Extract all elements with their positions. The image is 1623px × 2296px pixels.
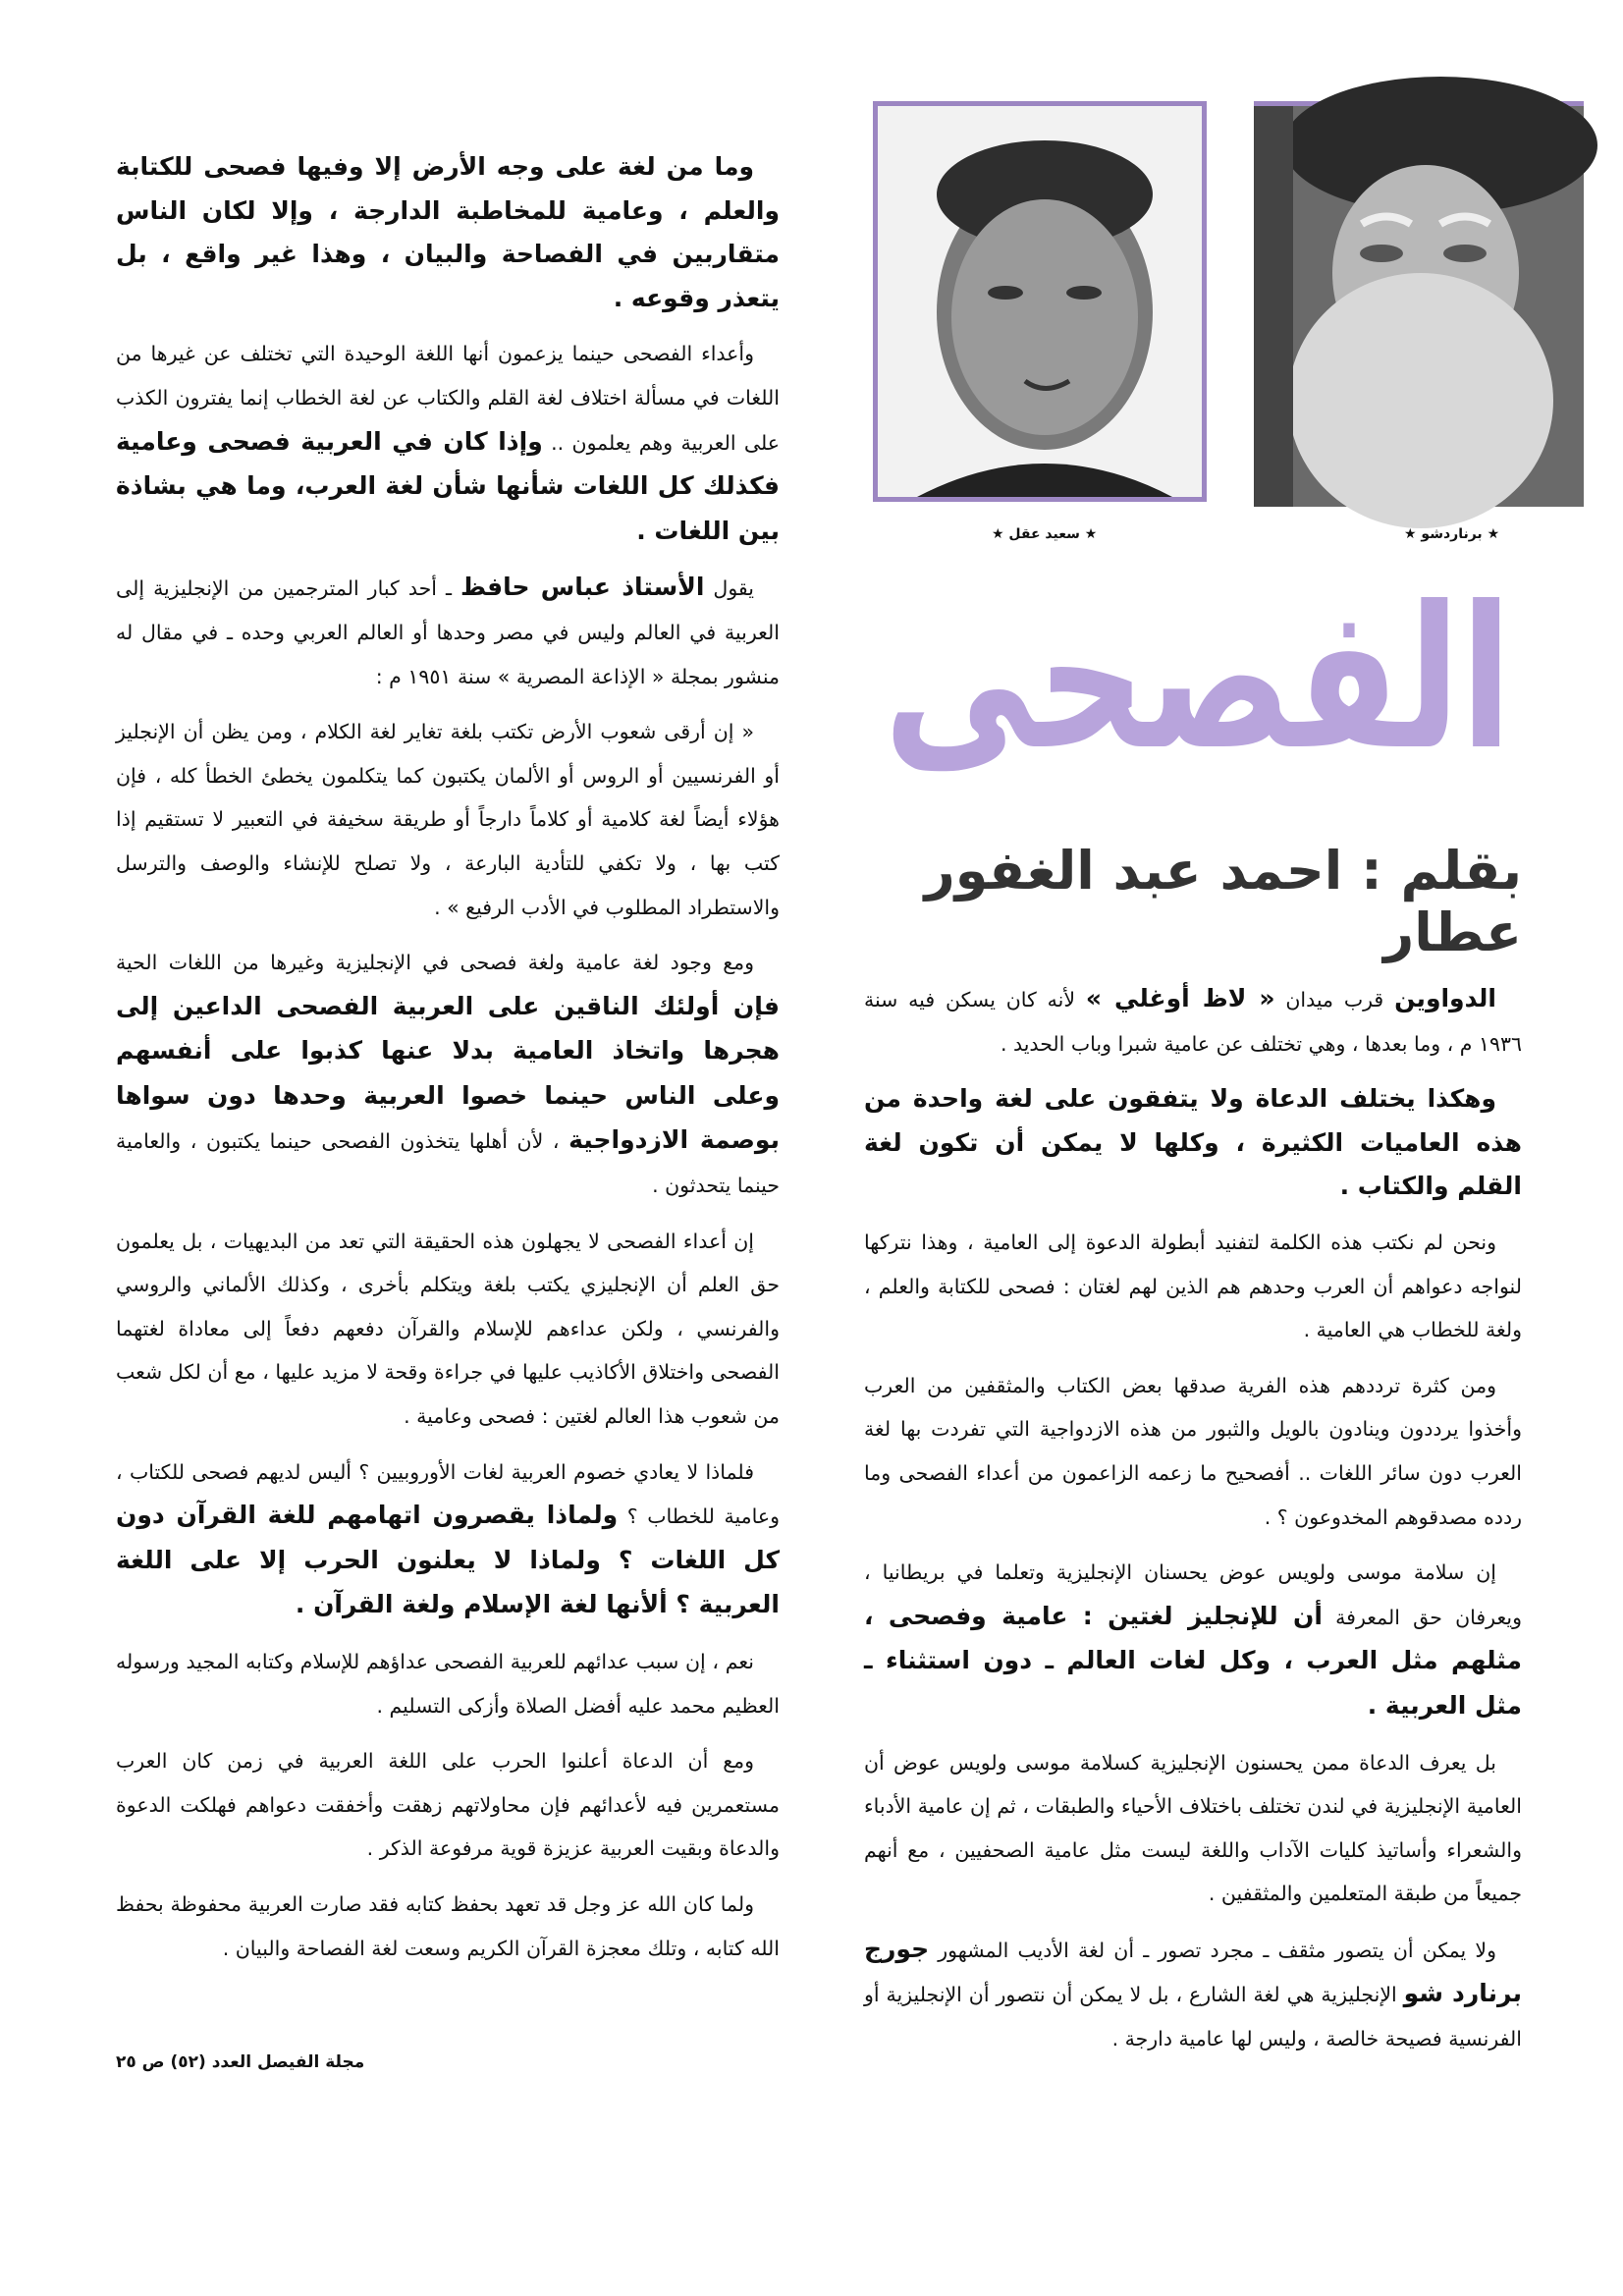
paragraph [864,1551,1522,1728]
paragraph [116,1450,780,1628]
bold-text: الدواوين [1394,984,1496,1012]
text-run: فلماذا لا يعادي خصوم العربية لغات الأوروبيين ؟ أليس لديهم فصحى للكتاب ، وعامية للخطاب ؟ [116,1459,780,1529]
paragraph [116,941,780,1208]
bold-text: ولماذا يقصرون اتهامهم للغة القرآن دون كل اللغات ؟ ولماذا لا يعلنون الحرب إلا على اللغة العربية ؟ ألأنها لغة الإسلام ولغة القرآن . [116,1501,780,1619]
bold-text: فإن أولئك الناقين على العربية الفصحى الداعين إلى هجرها واتخاذ العامية بدلا عنها كذبوا على أنفسهم وعلى الناس حينما خصوا العربية وحدها دون سواها بوصمة الازدواجية [116,991,780,1155]
shaw-caption: ★ برناردشو ★ [1404,526,1500,542]
shaw-portrait-image [1254,106,1584,507]
paragraph: ونحن لم نكتب هذه الكلمة لتفنيد أبطولة الدعوة إلى العامية ، وهذا نتركها لنواجه دعواهم أن العرب وحدهم هم الذين لهم لغتان : فصحى للكتابة والعلم ، ولغة للخطاب هي العامية . [864,1230,1522,1342]
text-run: لأنه كان يسكن فيه سنة ١٩٣٦ م ، وما بعدها ، وهي تختلف عن عامية شبرا وباب الحديد . [864,988,1522,1056]
paragraph: ولما كان الله عز وجل قد تعهد بحفظ كتابه فقد صارت العربية محفوظة بحفظ الله كتابه ، وتلك معجزة القرآن الكريم وسعت لغة الفصاحة والبيان . [116,1891,780,1960]
paragraph [116,566,780,698]
akl-portrait-image [878,106,1202,497]
right-column [864,977,1522,2073]
bold-text: « لاظ أوغلي » [1085,984,1275,1012]
article-title [864,565,1522,793]
left-column [116,145,780,1982]
paragraph [864,977,1522,1066]
paragraph: ومن كثرة ترددهم هذه الفرية صدقها بعض الكتاب والمثقفين من العرب وأخذوا يرددون وينادون بالويل والثبور من هذه الازدواجية التي تفردت بها لغة العرب دون سائر اللغات .. أفصحيح ما زعمه الزاعمون من أعداء الفصحى وما ردده مصدقوهم المخدوعون ؟ . [864,1373,1522,1529]
page-footer: مجلة الفيصل العدد (٥٢) ص ٢٥ [116,2052,365,2072]
paragraph: إن أعداء الفصحى لا يجهلون هذه الحقيقة التي تعد من البديهيات ، بل يعلمون حق العلم أن الإنجليزي يكتب بلغة ويتكلم بأخرى ، وكذلك الألماني والروسي والفرنسي ، ولكن عداءهم للإسلام والقرآن دفعهم دفعاً إلى معاداة لغتهما الفصحى واختلاق الأكاذيب عليها في جراءة وقحة لا مزيد عليها ، مع أن لكل شعب من شعوب هذا العالم لغتين : فصحى وعامية . [116,1229,780,1429]
bold-text: الأستاذ عباس حافظ [460,573,705,602]
bold-text: جورج برنارد شو [864,1934,1522,2008]
text-run: يقول [704,576,754,601]
paragraph: وما من لغة على وجه الأرض إلا وفيها فصحى للكتابة والعلم ، وعامية للمخاطبة الدارجة ، وإلا لكان الناس متقاربين في الفصاحة والبيان ، وهذا غير واقع ، بل يتعذر وقوعه . [116,152,780,312]
akl-caption: ★ سعيد عقل ★ [992,526,1098,542]
text-run: ـ أحد كبار المترجمين من الإنجليزية إلى العربية في العالم وليس في مصر وحدها أو العالم العربي وحده ـ في مقال له منشور بمجلة « الإذاعة المصرية » سنة ١٩٥١ م : [116,576,780,688]
paragraph: ومع أن الدعاة أعلنوا الحرب على اللغة العربية في زمن كان العرب مستعمرين فيه لأعدائهم فإن محاولاتهم زهقت وأخفقت دعواهم فهلكت الدعوة والدعاة وبقيت العربية عزيزة قوية مرفوعة الذكر . [116,1749,780,1861]
paragraph: وهكذا يختلف الدعاة ولا يتفقون على لغة واحدة من هذه العاميات الكثيرة ، وكلها لا يمكن أن تكون لغة القلم والكتاب . [864,1084,1522,1201]
text-run: ، لأن أهلها يتخذون الفصحى حينما يكتبون ، والعامية حينما يتحدثون . [116,1129,780,1198]
paragraph: نعم ، إن سبب عدائهم للعربية الفصحى عداؤهم للإسلام وكتابه المجيد ورسوله العظيم محمد عليه أفضل الصلاة وأزكى التسليم . [116,1650,780,1718]
paragraph [116,332,780,554]
akl-photo [873,101,1207,502]
byline: بقلم : احمد عبد الغفور عطار [924,840,1522,963]
paragraph: « إن أرقى شعوب الأرض تكتب بلغة تغاير لغة الكلام ، ومن يظن أن الإنجليز أو الفرنسيين أو الروس أو الألمان يكتبون كما يتكلمون يخطئ الخطأ كله ، فإن هؤلاء أيضاً لغة كلامية أو كلاماً دارجاً أو طريقة سخيفة في التعبير لا تستقيم إذا كتب بها ، ولا تكفي للتأدية البارعة ، ولا تصلح للإنشاء والوصف والترسل والاستطراد المطلوب في الأدب الرفيع » . [116,720,780,919]
text-run: الإنجليزية هي لغة الشارع ، بل لا يمكن أن نتصور أن الإنجليزية أو الفرنسية فصيحة خالصة ، وليس لها عامية دارجة . [864,1983,1522,2051]
bold-text: وإذا كان في العربية فصحى وعامية فكذلك كل اللغات شأنها شأن لغة العرب، وما هي بشاذة بين اللغات . [116,426,780,545]
shaw-photo [1254,101,1584,502]
text-run: قرب ميدان [1274,988,1395,1011]
text-run: ولا يمكن أن يتصور مثقف ـ مجرد تصور ـ أن لغة الأديب المشهور [929,1938,1496,1962]
paragraph: بل يعرف الدعاة ممن يحسنون الإنجليزية كسلامة موسى ولويس عوض أن العامية الإنجليزية في لندن تختلف باختلاف الأحياء والطبقات ، ثم إن عامية الأدباء والشعراء وأساتيذ كليات الآداب واللغة ليست مثل عامية الصحفيين ، مع أنهم جميعاً من طبقة المتعلمين والمثقفين . [864,1750,1522,1906]
text-run: ومع وجود لغة عامية ولغة فصحى في الإنجليزية وغيرها من اللغات الحية [116,951,754,975]
paragraph [864,1928,1522,2061]
bold-text: أن للإنجليز لغتين : عامية وفصحى ، مثلهم مثل العرب ، وكل لغات العالم ـ دون استثناء ـ مثل العربية . [864,1601,1522,1720]
text-run: إن سلامة موسى ولويس عوض يحسنان الإنجليزية وتعلما في بريطانيا ، ويعرفان حق المعرفة [864,1560,1522,1629]
article-title-text: الفصحى [884,565,1512,793]
text-run: وأعداء الفصحى حينما يزعمون أنها اللغة الوحيدة التي تختلف عن غيرها من اللغات في مسألة اختلاف لغة القلم والكتاب عن لغة الخطاب إنما يفترون الكذب على العربية وهم يعلمون .. [116,342,780,455]
